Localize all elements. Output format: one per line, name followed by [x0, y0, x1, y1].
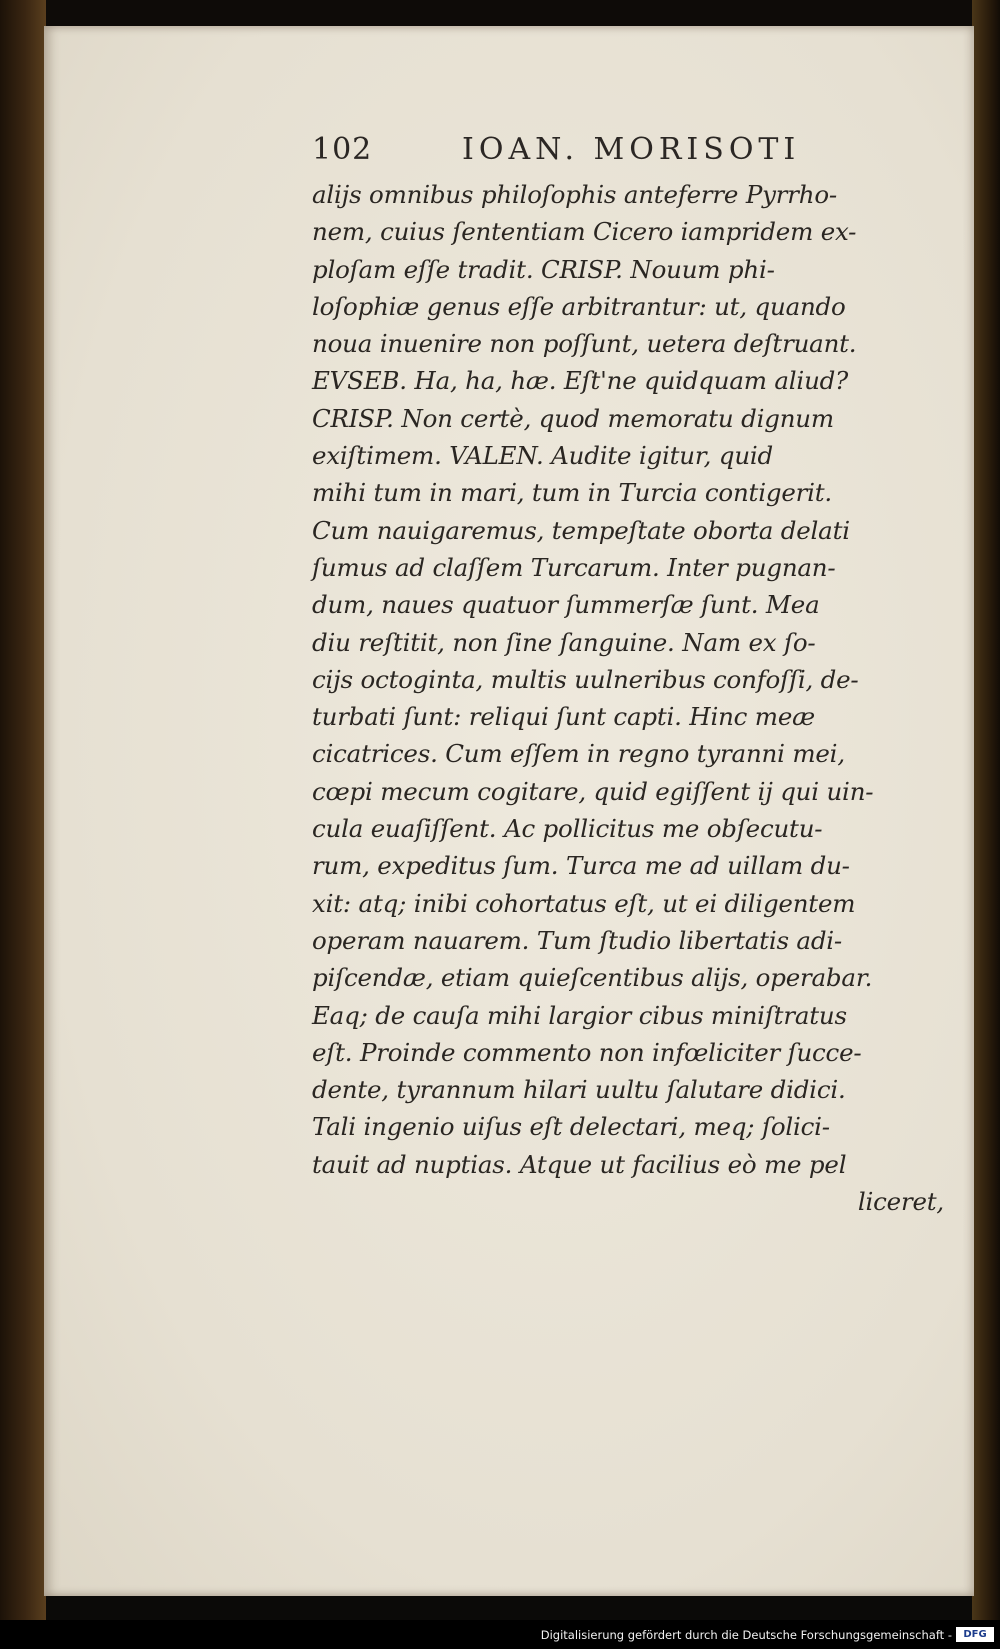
text-line: dum, naues quatuor ſummerſæ ſunt. Mea [312, 590, 820, 620]
text-line: tauit ad nuptias. Atque ut facilius eò me pel [312, 1149, 847, 1179]
text-line: dente, tyrannum hilari uultu ſalutare didici. [312, 1075, 846, 1105]
text-line: ploſam eſſe tradit. CRISP. Nouum phi- [312, 254, 775, 284]
text-line: CRISP. Non certè, quod memoratu dignum [312, 403, 834, 433]
text-line: diu reſtitit, non ſine ſanguine. Nam ex ſo- [312, 627, 816, 657]
text-line: exiſtimem. VALEN. Audite igitur, quid [312, 441, 774, 471]
text-line: Tali ingenio uiſus eſt delectari, meq; ſolici- [312, 1112, 830, 1142]
running-title: IOAN. MORISOTI [462, 132, 801, 167]
text-line: cœpi mecum cogitare, quid egiſſent ij qui uin- [312, 776, 874, 806]
text-line: piſcendæ, etiam quieſcentibus alijs, operabar. [312, 963, 873, 993]
dfg-logo-icon: DFG [956, 1627, 994, 1642]
text-line: ſumus ad claſſem Turcarum. Inter pugnan- [312, 552, 836, 582]
text-line: operam nauarem. Tum ſtudio libertatis adi- [312, 925, 843, 955]
funding-credit: Digitalisierung gefördert durch die Deutsche Forschungsgemeinschaft - [540, 1628, 952, 1642]
text-line: xit: atq; inibi cohortatus eſt, ut ei diligentem [312, 888, 856, 918]
book-binding-left [0, 0, 46, 1620]
text-line: Cum nauigaremus, tempeſtate oborta delati [312, 515, 850, 545]
text-line: mihi tum in mari, tum in Turcia contigerit. [312, 478, 833, 508]
book-edge-right [972, 0, 1000, 1620]
text-line: turbati ſunt: reliqui ſunt capti. Hinc meæ [312, 702, 815, 732]
text-line: noua inuenire non poſſunt, uetera deſtruant. [312, 329, 857, 359]
text-line: cicatrices. Cum eſſem in regno tyranni mei, [312, 739, 845, 769]
text-line: Eaq; de cauſa mihi largior cibus miniſtratus [312, 1000, 847, 1030]
page-number: 102 [312, 132, 373, 167]
text-line: loſophiæ genus eſſe arbitrantur: ut, quando [312, 291, 846, 321]
text-line: eſt. Proinde commento non infœliciter ſucce- [312, 1037, 862, 1067]
scan-top-edge [0, 0, 1000, 26]
text-line: rum, expeditus ſum. Turca me ad uillam du- [312, 851, 850, 881]
text-line: cula euaſiſſent. Ac pollicitus me obſecutu- [312, 814, 823, 844]
catchword: liceret, [857, 1187, 944, 1217]
body-text [312, 176, 952, 1220]
text-line: nem, cuius ſententiam Cicero iampridem ex- [312, 217, 857, 247]
digitization-footer [0, 1620, 1000, 1649]
text-line: EVSEB. Ha, ha, hæ. Eſt'ne quidquam aliud? [312, 366, 849, 396]
text-line: alijs omnibus philoſophis anteferre Pyrrho- [312, 180, 837, 209]
page-header [312, 132, 832, 176]
text-line: cijs octoginta, multis uulneribus confoſſi, de- [312, 664, 859, 694]
